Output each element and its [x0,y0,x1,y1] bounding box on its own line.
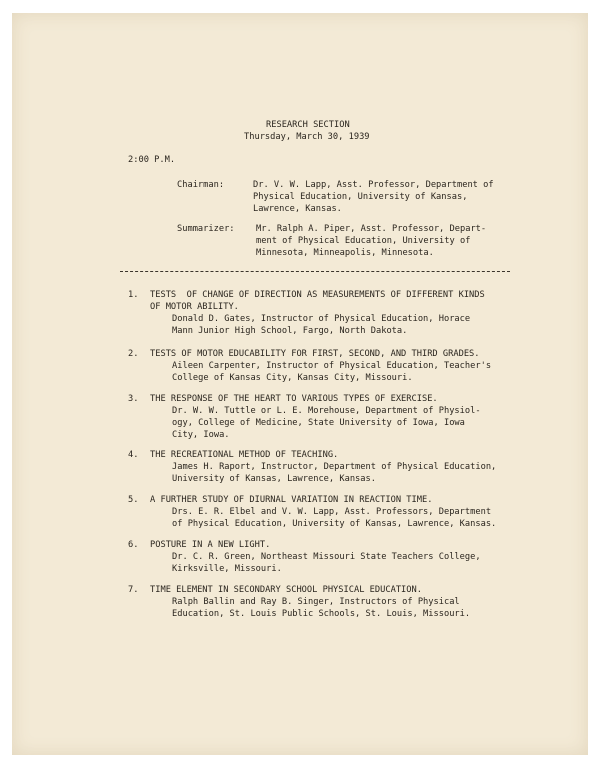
chairman-line: Physical Education, University of Kansas, [253,192,468,202]
session-date: Thursday, March 30, 1939 [244,132,370,142]
dashed-divider [120,271,510,272]
item-presenter: College of Kansas City, Kansas City, Missouri. [172,373,413,383]
item-number: 6. [128,540,139,550]
section-title: RESEARCH SECTION [266,120,350,130]
summarizer-line: Minnesota, Minneapolis, Minnesota. [256,248,434,258]
session-time: 2:00 P.M. [128,155,176,165]
item-number: 1. [128,290,139,300]
item-number: 4. [128,450,139,460]
chairman-line: Dr. V. W. Lapp, Asst. Professor, Department of [253,180,494,190]
item-title: OF MOTOR ABILITY. [150,302,239,312]
item-title: TESTS OF CHANGE OF DIRECTION AS MEASUREMENTS OF DIFFERENT KINDS [150,290,485,300]
item-presenter: Kirksville, Missouri. [172,564,282,574]
item-presenter: Dr. C. R. Green, Northeast Missouri State Teachers College, [172,552,481,562]
item-presenter: Drs. E. R. Elbel and V. W. Lapp, Asst. Professors, Department [172,507,492,517]
chairman-label: Chairman: [177,180,225,190]
item-number: 3. [128,394,139,404]
item-presenter: City, Iowa. [172,430,230,440]
summarizer-label: Summarizer: [177,224,235,234]
item-number: 5. [128,495,139,505]
item-presenter: Ralph Ballin and Ray B. Singer, Instructors of Physical [172,597,460,607]
item-presenter: of Physical Education, University of Kansas, Lawrence, Kansas. [172,519,497,529]
summarizer-line: ment of Physical Education, University of [256,236,471,246]
item-number: 2. [128,349,139,359]
item-presenter: ogy, College of Medicine, State University of Iowa, Iowa [172,418,465,428]
item-presenter: Donald D. Gates, Instructor of Physical Education, Horace [172,314,471,324]
summarizer-line: Mr. Ralph A. Piper, Asst. Professor, Depart- [256,224,487,234]
item-title: THE RECREATIONAL METHOD OF TEACHING. [150,450,339,460]
item-number: 7. [128,585,139,595]
item-title: POSTURE IN A NEW LIGHT. [150,540,271,550]
document-page [12,13,588,755]
item-presenter: Education, St. Louis Public Schools, St. Louis, Missouri. [172,609,471,619]
item-presenter: University of Kansas, Lawrence, Kansas. [172,474,376,484]
item-title: TIME ELEMENT IN SECONDARY SCHOOL PHYSICAL EDUCATION. [150,585,422,595]
item-presenter: Dr. W. W. Tuttle or L. E. Morehouse, Department of Physiol- [172,406,481,416]
item-title: A FURTHER STUDY OF DIURNAL VARIATION IN REACTION TIME. [150,495,433,505]
item-presenter: Aileen Carpenter, Instructor of Physical Education, Teacher's [172,361,492,371]
item-presenter: Mann Junior High School, Fargo, North Dakota. [172,326,408,336]
item-title: THE RESPONSE OF THE HEART TO VARIOUS TYPES OF EXERCISE. [150,394,438,404]
chairman-line: Lawrence, Kansas. [253,204,342,214]
item-title: TESTS OF MOTOR EDUCABILITY FOR FIRST, SECOND, AND THIRD GRADES. [150,349,480,359]
item-presenter: James H. Raport, Instructor, Department of Physical Education, [172,462,497,472]
